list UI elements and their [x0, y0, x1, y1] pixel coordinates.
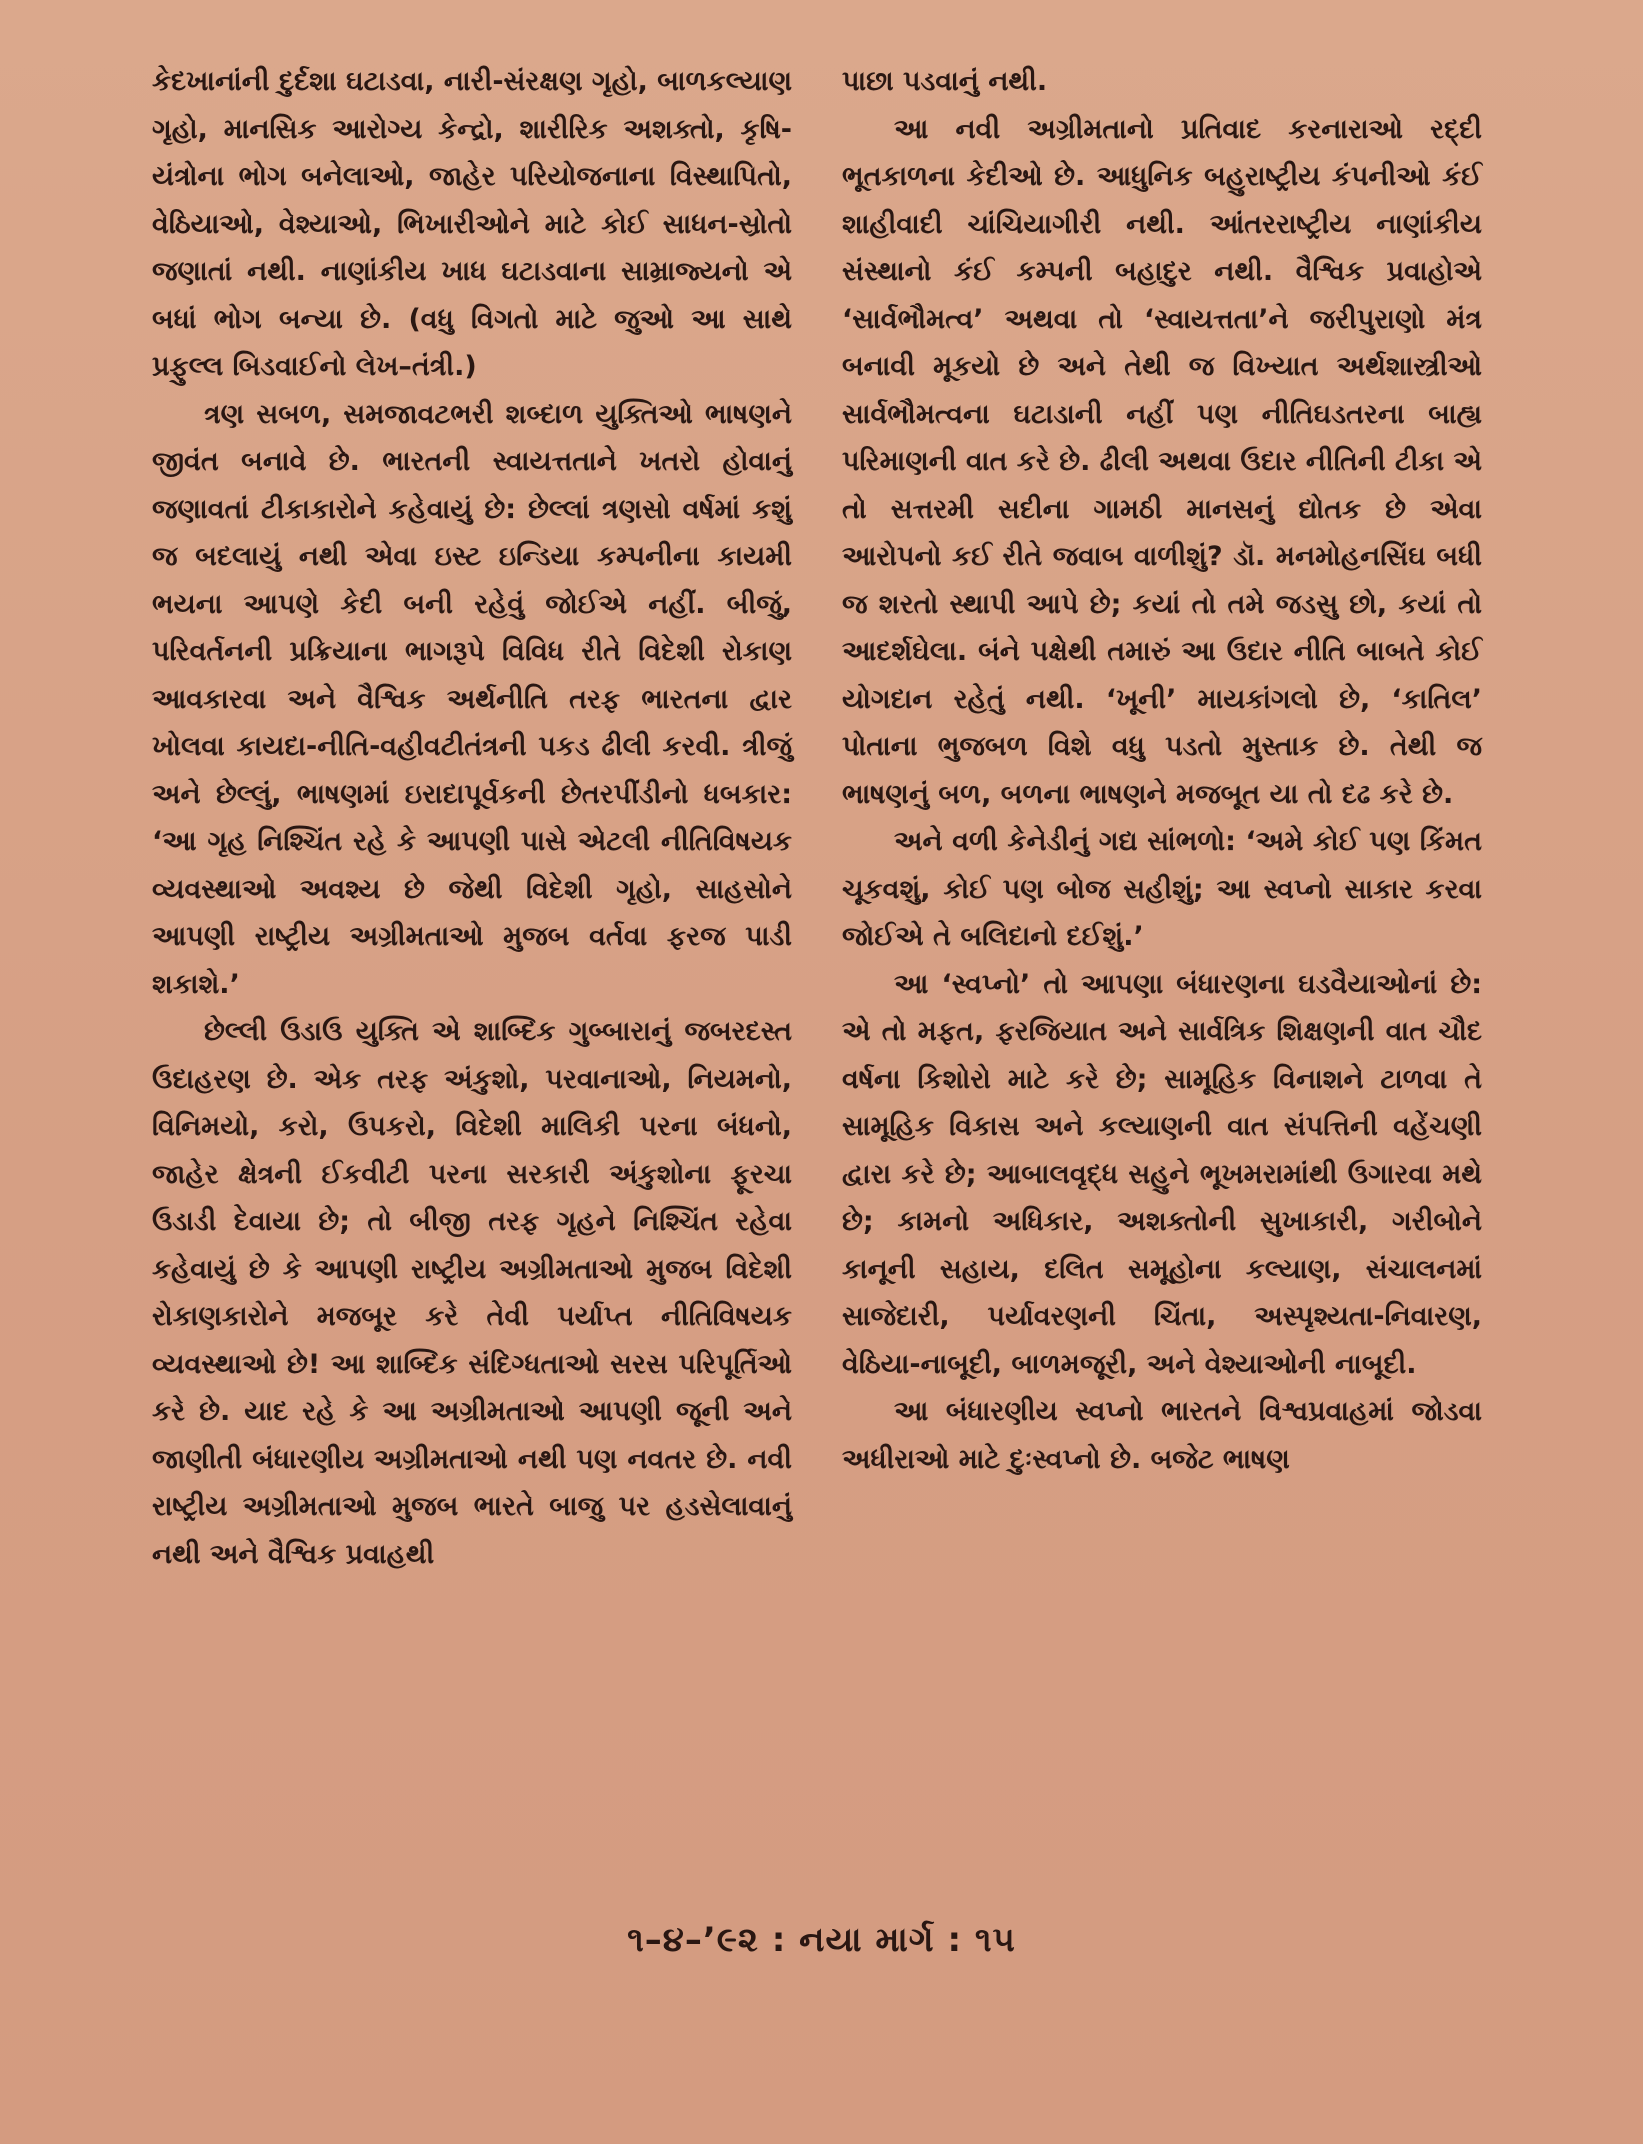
paragraph: ત્રણ સબળ, સમજાવટભરી શબ્દાળ યુક્તિઓ ભાષણને જીવંત બનાવે છે. ભારતની સ્વાયત્તતાને ખતરો હોવાનું જણાવતાં ટીકાકારોને કહેવાયું છે: છેલ્લાં ત્રણસો વર્ષમાં કશું જ બદલાયું નથી એવા ઇસ્ટ ઇન્ડિયા કમ્પનીના કાયમી ભયના આપણે કેદી બની રહેવું જોઈએ નહીં. બીજું, પરિવર્તનની પ્રક્રિયાના ભાગરૂપે વિવિધ રીતે વિદેશી રોકાણ આવકારવા અને વૈશ્વિક અર્થનીતિ તરફ ભારતના દ્વાર ખોલવા કાયદા-નીતિ-વહીવટીતંત્રની પકડ ઢીલી કરવી. ત્રીજું અને છેલ્લું, ભાષણમાં ઇરાદાપૂર્વકની છેતરપીંડીનો ધબકાર: ‘આ ગૃહ નિશ્ચિંત રહે કે આપણી પાસે એટલી નીતિવિષયક વ્યવસ્થાઓ અવશ્ય છે જેથી વિદેશી ગૃહો, સાહસોને આપણી રાષ્ટ્રીય અગ્રીમતાઓ મુજબ વર્તવા ફરજ પાડી શકાશે.’ [152, 398, 792, 1000]
paragraph: અને વળી કેનેડીનું ગદ્ય સાંભળો: ‘અમે કોઈ પણ કિંમત ચૂકવશું, કોઈ પણ બોજ સહીશું; આ સ્વપ્નો સાકાર કરવા જોઈએ તે બલિદાનો દઈશું.’ [842, 826, 1482, 952]
paragraph: પાછા પડવાનું નથી. [842, 66, 1048, 97]
paragraph: આ નવી અગ્રીમતાનો પ્રતિવાદ કરનારાઓ રદ્દી ભૂતકાળના કેદીઓ છે. આધુનિક બહુરાષ્ટ્રીય કંપનીઓ કંઈ શાહીવાદી ચાંચિયાગીરી નથી. આંતરરાષ્ટ્રીય નાણાંકીય સંસ્થાનો કંઈ કમ્પની બહાદુર નથી. વૈશ્વિક પ્રવાહોએ ‘સાર્વભૌમત્વ’ અથવા તો ‘સ્વાયત્તતા’ને જરીપુરાણો મંત્ર બનાવી મૂકયો છે અને તેથી જ વિખ્યાત અર્થશાસ્ત્રીઓ સાર્વભૌમત્વના ઘટાડાની નહીં પણ નીતિઘડતરના બાહ્ય પરિમાણની વાત કરે છે. ઢીલી અથવા ઉદાર નીતિની ટીકા એ તો સત્તરમી સદીના ગામઠી માનસનું દ્યોતક છે એવા આરોપનો કઈ રીતે જવાબ વાળીશું? ડૉ. મનમોહનસિંઘ બધી જ શરતો સ્થાપી આપે છે; કયાં તો તમે જડસુ છો, કયાં તો આદર્શઘેલા. બંને પક્ષેથી તમારું આ ઉદાર નીતિ બાબતે કોઈ યોગદાન રહેતું નથી. ‘ખૂની’ માયકાંગલો છે, ‘કાતિલ’ પોતાના ભુજબળ વિશે વધુ પડતો મુસ્તાક છે. તેથી જ ભાષણનું બળ, બળના ભાષણને મજબૂત યા તો દઢ કરે છે. [842, 113, 1482, 810]
paragraph: આ ‘સ્વપ્નો’ તો આપણા બંધારણના ઘડવૈયાઓનાં છે: એ તો મફત, ફરજિયાત અને સાર્વત્રિક શિક્ષણની વાત ચૌદ વર્ષના કિશોરો માટે કરે છે; સામૂહિક વિનાશને ટાળવા તે સામૂહિક વિકાસ અને કલ્યાણની વાત સંપત્તિની વહેંચણી દ્વારા કરે છે; આબાલવૃદ્ધ સહુને ભૂખમરામાંથી ઉગારવા મથે છે; કામનો અધિકાર, અશક્તોની સુખાકારી, ગરીબોને કાનૂની સહાય, દલિત સમૂહોના કલ્યાણ, સંચાલનમાં સાજેદારી, પર્યાવરણની ચિંતા, અસ્પૃશ્યતા-નિવારણ, વેઠિયા-નાબૂદી, બાળમજૂરી, અને વેશ્યાઓની નાબૂદી. [842, 968, 1482, 1380]
paragraph: કેદખાનાંની દુર્દશા ઘટાડવા, નારી-સંરક્ષણ ગૃહો, બાળકલ્યાણ ગૃહો, માનસિક આરોગ્ય કેન્દ્રો, શારીરિક અશક્તો, કૃષિ-યંત્રોના ભોગ બનેલાઓ, જાહેર પરિયોજનાના વિસ્થાપિતો, વેઠિયાઓ, વેશ્યાઓ, ભિખારીઓને માટે કોઈ સાધન-સ્રોતો જણાતાં નથી. નાણાંકીય ખાધ ઘટાડવાના સામ્રાજ્યનો એ બધાં ભોગ બન્યા છે. (વધુ વિગતો માટે જુઓ આ સાથે પ્રફુલ્લ બિડવાઈનો લેખ–તંત્રી.) [152, 66, 792, 382]
left-text-column [152, 58, 792, 1578]
paragraph: છેલ્લી ઉડાઉ યુક્તિ એ શાબ્દિક ગુબ્બારાનું જબરદસ્ત ઉદાહરણ છે. એક તરફ અંકુશો, પરવાનાઓ, નિયમનો, વિનિમયો, કરો, ઉપકરો, વિદેશી માલિકી પરના બંધનો, જાહેર ક્ષેત્રની ઈકવીટી પરના સરકારી અંકુશોના ફૂરચા ઉડાડી દેવાયા છે; તો બીજી તરફ ગૃહને નિશ્ચિંત રહેવા કહેવાયું છે કે આપણી રાષ્ટ્રીય અગ્રીમતાઓ મુજબ વિદેશી રોકાણકારોને મજબૂર કરે તેવી પર્યાપ્ત નીતિવિષયક વ્યવસ્થાઓ છે! આ શાબ્દિક સંદિગ્ધતાઓ સરસ પરિપૂર્તિઓ કરે છે. યાદ રહે કે આ અગ્રીમતાઓ આપણી જૂની અને જાણીતી બંધારણીય અગ્રીમતાઓ નથી પણ નવતર છે. નવી રાષ્ટ્રીય અગ્રીમતાઓ મુજબ ભારતે બાજુ પર હડસેલાવાનું નથી અને વૈશ્વિક પ્રવાહથી [152, 1016, 792, 1570]
right-text-column [842, 58, 1482, 1483]
page-footer: ૧–૪–’૯૨ : નયા માર્ગ : ૧૫ [627, 1920, 1016, 1960]
paragraph: આ બંધારણીય સ્વપ્નો ભારતને વિશ્વપ્રવાહમાં જોડવા અધીરાઓ માટે દુઃસ્વપ્નો છે. બજેટ ભાષણ [842, 1396, 1482, 1475]
